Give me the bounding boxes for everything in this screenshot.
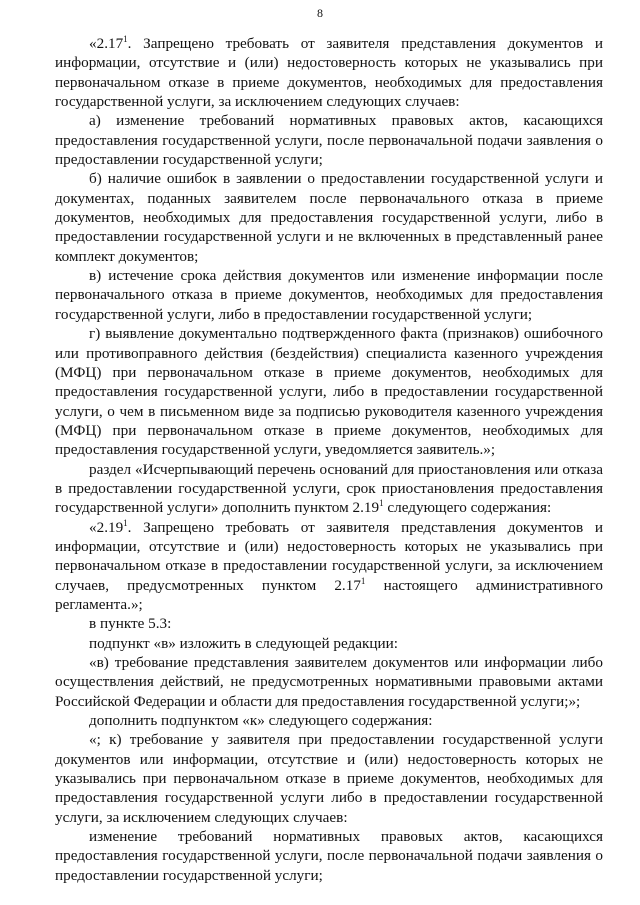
page-number: 8	[317, 6, 323, 20]
paragraph-case-a: а) изменение требований нормативных правовых актов, касающихся предоставления государственной услуги, после первоначальной подачи заявления о предоставлении государственной услуги;	[55, 112, 603, 169]
paragraph-2-17-1: «2.17$^1$. Запрещено требовать от заявителя представления документов и информации, отсутствие и (или) недостоверность которых не указывались при первоначальном отказе в приеме документов, необходимых для предоставления государственной услуги, за исключением следующих случаев:	[55, 34, 603, 111]
paragraph-subclause-v-intro: подпункт «в» изложить в следующей редакции:	[89, 634, 398, 652]
paragraph-case-change: изменение требований нормативных правовых актов, касающихся предоставления государственной услуги, после первоначальной подачи заявления о предоставлении государственной услуги;	[55, 828, 603, 884]
paragraph-clause-5-3: в пункте 5.3:	[89, 615, 172, 633]
paragraph-subclause-v-text: «в) требование представления заявителем документов или информации либо осуществления действий, не предусмотренных нормативными правовыми актами Российской Федерации и области для предоставления государственной услуги;»;	[55, 654, 603, 710]
paragraph-subclause-k-intro: дополнить подпунктом «к» следующего содержания:	[89, 712, 433, 730]
paragraph-case-b: б) наличие ошибок в заявлении о предоставлении государственной услуги и документах, поданных заявителем после первоначального отказа в приеме документов, необходимых для предоставления государственной услуги, либо в предоставлении государственной услуги и не включенных в представленный ранее комплект документов;	[55, 170, 603, 265]
paragraph-2-19-1: «2.19$^1$. Запрещено требовать от заявителя представления документов и информации, отсутствие и (или) недостоверность которых не указывались при первоначальном отказе в предоставлении государственной услуги, за исключением случаев, предусмотренных пунктом 2.17$^1$ настоящего административного регламента.»;	[55, 517, 603, 613]
document-body	[55, 34, 603, 885]
paragraph-subclause-k-text: «; к) требование у заявителя при предоставлении государственной услуги документов или информации, отсутствие и (или) недостоверность которых не указывались при первоначальном отказе в приеме документов, необходимых для предоставления государственной услуги либо в предоставлении государственной услуги, за исключением следующих случаев:	[55, 731, 603, 826]
paragraph-section-amendment: раздел «Исчерпывающий перечень оснований для приостановления или отказа в предоставлении государственной услуги, срок приостановления предоставления государственной услуги» дополнить пунктом 2.19$^1$ следующего содержания:	[55, 460, 603, 517]
paragraph-case-v: в) истечение срока действия документов или изменение информации после первоначального отказа в приеме документов, необходимых для предоставления государственной услуги, либо в предоставлении государственной услуги;	[55, 267, 603, 323]
paragraph-case-g: г) выявление документально подтвержденного факта (признаков) ошибочного или противоправного действия (бездействия) специалиста казенного учреждения (МФЦ) при первоначальном отказе в приеме документов, необходимых для предоставления государственной услуги, либо в предоставлении государственной услуги, о чем в письменном виде за подписью руководителя казенного учреждения (МФЦ) при первоначальном отказе в приеме документов, необходимых для предоставления государственной услуги, уведомляется заявитель.»;	[55, 325, 603, 459]
